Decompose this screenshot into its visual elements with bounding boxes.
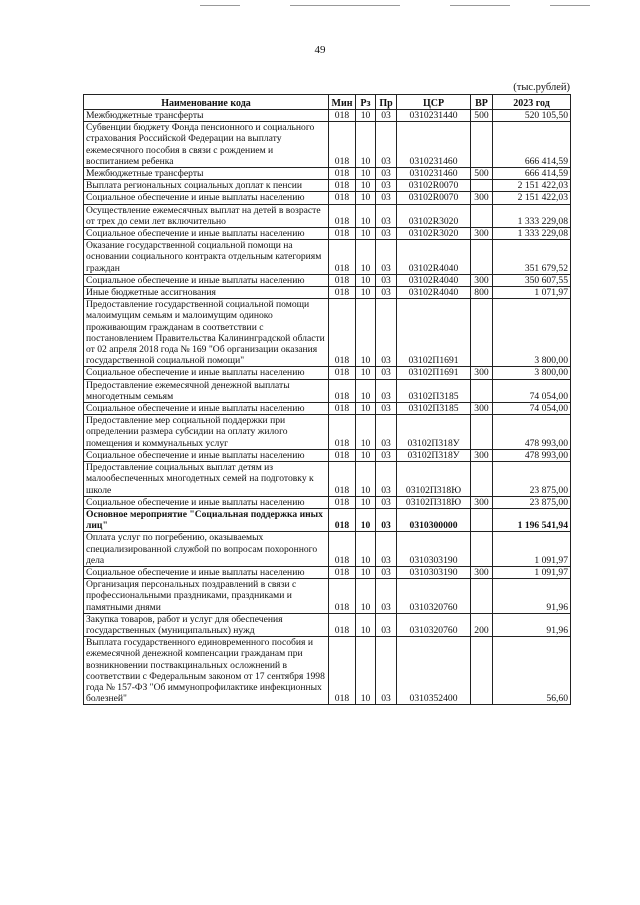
table-row (84, 110, 571, 122)
cell-csr: 03102П318У (397, 449, 471, 461)
cell-min: 018 (329, 204, 356, 227)
cell-pr: 03 (376, 168, 397, 180)
cell-rz: 10 (356, 508, 376, 531)
table-row (84, 122, 571, 168)
cell-vr: 300 (471, 228, 493, 240)
cell-name: Субвенции бюджету Фонда пенсионного и социального страхования Российской Федерации на выплату ежемесячного пособия в связи с рождением и воспитанием ребенка (84, 122, 329, 168)
cell-pr: 03 (376, 228, 397, 240)
cell-amount: 666 414,59 (493, 168, 571, 180)
cell-vr (471, 508, 493, 531)
cell-rz: 10 (356, 637, 376, 705)
cell-csr: 0310303190 (397, 566, 471, 578)
table-row (84, 192, 571, 204)
cell-amount: 74 054,00 (493, 379, 571, 402)
cell-amount: 3 800,00 (493, 367, 571, 379)
cell-name: Закупка товаров, работ и услуг для обеспечения государственных (муниципальных) нужд (84, 613, 329, 636)
cell-rz: 10 (356, 240, 376, 275)
cell-min: 018 (329, 415, 356, 450)
cell-csr: 0310231460 (397, 168, 471, 180)
cell-pr: 03 (376, 299, 397, 367)
cell-pr: 03 (376, 532, 397, 567)
cell-pr: 03 (376, 240, 397, 275)
cell-min: 018 (329, 110, 356, 122)
cell-rz: 10 (356, 462, 376, 497)
table-header-row (84, 95, 571, 110)
scan-edge-marks (0, 3, 640, 9)
cell-name: Предоставление мер социальной поддержки при определении размера субсидии на оплату жилого помещения и коммунальных услуг (84, 415, 329, 450)
cell-vr: 300 (471, 367, 493, 379)
cell-name: Оплата услуг по погребению, оказываемых специализированной службой по вопросам похоронного дела (84, 532, 329, 567)
cell-vr (471, 637, 493, 705)
cell-csr: 0310320760 (397, 579, 471, 614)
cell-rz: 10 (356, 122, 376, 168)
cell-name: Предоставление государственной социальной помощи малоимущим семьям и малоимущим одиноко проживающим гражданам в соответствии с постановлением Правительства Калининградской области от 02 апреля 2018 года № 169 "Об организации оказания государственной социальной помощи" (84, 299, 329, 367)
cell-min: 018 (329, 192, 356, 204)
table-row (84, 449, 571, 461)
cell-amount: 23 875,00 (493, 496, 571, 508)
cell-amount: 1 333 229,08 (493, 228, 571, 240)
cell-name: Социальное обеспечение и иные выплаты населению (84, 274, 329, 286)
cell-csr: 0310352400 (397, 637, 471, 705)
cell-csr: 03102П3185 (397, 403, 471, 415)
table-row (84, 496, 571, 508)
cell-vr (471, 579, 493, 614)
cell-amount: 3 800,00 (493, 299, 571, 367)
cell-rz: 10 (356, 180, 376, 192)
table-row (84, 532, 571, 567)
cell-name: Оказание государственной социальной помощи на основании социального контракта отдельным категориям граждан (84, 240, 329, 275)
cell-csr: 03102R0070 (397, 192, 471, 204)
table-row (84, 415, 571, 450)
cell-vr (471, 122, 493, 168)
cell-name: Социальное обеспечение и иные выплаты населению (84, 192, 329, 204)
cell-rz: 10 (356, 299, 376, 367)
cell-csr: 03102П3185 (397, 379, 471, 402)
cell-csr: 03102П1691 (397, 367, 471, 379)
cell-name: Предоставление социальных выплат детям из малообеспеченных многодетных семей на подготовку к школе (84, 462, 329, 497)
cell-vr: 300 (471, 192, 493, 204)
cell-min: 018 (329, 532, 356, 567)
cell-csr: 0310320760 (397, 613, 471, 636)
cell-rz: 10 (356, 287, 376, 299)
cell-rz: 10 (356, 274, 376, 286)
cell-vr: 500 (471, 110, 493, 122)
cell-rz: 10 (356, 532, 376, 567)
table-row (84, 637, 571, 705)
cell-amount: 2 151 422,03 (493, 180, 571, 192)
table-row (84, 579, 571, 614)
cell-name: Социальное обеспечение и иные выплаты населению (84, 566, 329, 578)
cell-name: Выплата региональных социальных доплат к пенсии (84, 180, 329, 192)
table-row (84, 379, 571, 402)
cell-rz: 10 (356, 449, 376, 461)
cell-vr (471, 415, 493, 450)
table-row (84, 180, 571, 192)
cell-rz: 10 (356, 168, 376, 180)
cell-min: 018 (329, 508, 356, 531)
cell-pr: 03 (376, 462, 397, 497)
cell-rz: 10 (356, 403, 376, 415)
cell-vr: 500 (471, 168, 493, 180)
cell-csr: 03102П1691 (397, 299, 471, 367)
cell-min: 018 (329, 379, 356, 402)
cell-rz: 10 (356, 566, 376, 578)
cell-vr: 300 (471, 566, 493, 578)
page-number: 49 (314, 44, 326, 56)
cell-amount: 478 993,00 (493, 415, 571, 450)
header-min: Мин (329, 95, 356, 110)
cell-vr (471, 299, 493, 367)
cell-csr: 0310300000 (397, 508, 471, 531)
cell-pr: 03 (376, 449, 397, 461)
table-row (84, 228, 571, 240)
cell-vr: 200 (471, 613, 493, 636)
cell-pr: 03 (376, 110, 397, 122)
cell-rz: 10 (356, 367, 376, 379)
budget-table (83, 94, 571, 705)
cell-pr: 03 (376, 204, 397, 227)
table-row (84, 274, 571, 286)
cell-pr: 03 (376, 122, 397, 168)
cell-amount: 1 196 541,94 (493, 508, 571, 531)
cell-name: Осуществление ежемесячных выплат на детей в возрасте от трех до семи лет включительно (84, 204, 329, 227)
cell-amount: 1 091,97 (493, 566, 571, 578)
cell-rz: 10 (356, 613, 376, 636)
cell-vr (471, 462, 493, 497)
table-body (84, 110, 571, 705)
cell-min: 018 (329, 122, 356, 168)
cell-amount: 351 679,52 (493, 240, 571, 275)
cell-amount: 1 333 229,08 (493, 204, 571, 227)
cell-vr (471, 532, 493, 567)
cell-name: Социальное обеспечение и иные выплаты населению (84, 228, 329, 240)
cell-rz: 10 (356, 579, 376, 614)
cell-min: 018 (329, 287, 356, 299)
cell-pr: 03 (376, 496, 397, 508)
cell-pr: 03 (376, 508, 397, 531)
cell-name: Иные бюджетные ассигнования (84, 287, 329, 299)
cell-min: 018 (329, 637, 356, 705)
cell-name: Межбюджетные трансферты (84, 168, 329, 180)
cell-amount: 74 054,00 (493, 403, 571, 415)
cell-min: 018 (329, 240, 356, 275)
cell-csr: 03102П318У (397, 415, 471, 450)
cell-pr: 03 (376, 613, 397, 636)
cell-name: Социальное обеспечение и иные выплаты населению (84, 403, 329, 415)
cell-amount: 666 414,59 (493, 122, 571, 168)
cell-pr: 03 (376, 192, 397, 204)
cell-pr: 03 (376, 579, 397, 614)
header-csr: ЦСР (397, 95, 471, 110)
cell-name: Социальное обеспечение и иные выплаты населению (84, 367, 329, 379)
cell-amount: 1 071,97 (493, 287, 571, 299)
cell-amount: 2 151 422,03 (493, 192, 571, 204)
cell-pr: 03 (376, 180, 397, 192)
cell-pr: 03 (376, 637, 397, 705)
cell-min: 018 (329, 367, 356, 379)
table-row (84, 204, 571, 227)
cell-rz: 10 (356, 415, 376, 450)
cell-min: 018 (329, 403, 356, 415)
cell-rz: 10 (356, 192, 376, 204)
cell-vr (471, 204, 493, 227)
table-row (84, 367, 571, 379)
cell-csr: 03102П318Ю (397, 462, 471, 497)
cell-csr: 0310303190 (397, 532, 471, 567)
cell-csr: 03102П318Ю (397, 496, 471, 508)
cell-amount: 1 091,97 (493, 532, 571, 567)
cell-min: 018 (329, 496, 356, 508)
cell-rz: 10 (356, 204, 376, 227)
cell-vr (471, 180, 493, 192)
table-row (84, 566, 571, 578)
cell-pr: 03 (376, 379, 397, 402)
cell-pr: 03 (376, 287, 397, 299)
cell-name: Социальное обеспечение и иные выплаты населению (84, 496, 329, 508)
cell-amount: 520 105,50 (493, 110, 571, 122)
cell-pr: 03 (376, 415, 397, 450)
cell-amount: 91,96 (493, 579, 571, 614)
cell-csr: 03102R4040 (397, 240, 471, 275)
cell-pr: 03 (376, 274, 397, 286)
cell-name: Организация персональных поздравлений в связи с профессиональными праздниками, праздниками и памятными днями (84, 579, 329, 614)
table-row (84, 613, 571, 636)
cell-min: 018 (329, 180, 356, 192)
cell-csr: 0310231460 (397, 122, 471, 168)
cell-rz: 10 (356, 496, 376, 508)
table-row (84, 462, 571, 497)
cell-pr: 03 (376, 566, 397, 578)
cell-min: 018 (329, 613, 356, 636)
cell-vr: 300 (471, 274, 493, 286)
cell-amount: 91,96 (493, 613, 571, 636)
table-row (84, 403, 571, 415)
cell-rz: 10 (356, 110, 376, 122)
cell-min: 018 (329, 168, 356, 180)
table-row (84, 240, 571, 275)
table-row (84, 508, 571, 531)
cell-vr: 800 (471, 287, 493, 299)
cell-name: Предоставление ежемесячной денежной выплаты многодетным семьям (84, 379, 329, 402)
header-pr: Пр (376, 95, 397, 110)
cell-min: 018 (329, 449, 356, 461)
cell-csr: 03102R4040 (397, 274, 471, 286)
cell-csr: 03102R3020 (397, 204, 471, 227)
cell-name: Межбюджетные трансферты (84, 110, 329, 122)
cell-min: 018 (329, 299, 356, 367)
cell-csr: 03102R3020 (397, 228, 471, 240)
header-rz: Рз (356, 95, 376, 110)
cell-min: 018 (329, 579, 356, 614)
cell-vr (471, 240, 493, 275)
cell-min: 018 (329, 274, 356, 286)
cell-name: Выплата государственного единовременного пособия и ежемесячной денежной компенсации гражданам при возникновении поствакцинальных осложнений в соответствии с Федеральным законом от 17 сентября 1998 года № 157-ФЗ "Об иммунопрофилактике инфекционных болезней" (84, 637, 329, 705)
cell-vr: 300 (471, 449, 493, 461)
cell-vr (471, 379, 493, 402)
cell-min: 018 (329, 566, 356, 578)
header-vr: ВР (471, 95, 493, 110)
cell-amount: 478 993,00 (493, 449, 571, 461)
cell-amount: 56,60 (493, 637, 571, 705)
cell-vr: 300 (471, 403, 493, 415)
header-name: Наименование кода (84, 95, 329, 110)
cell-min: 018 (329, 462, 356, 497)
units-label: (тыс.рублей) (513, 82, 570, 93)
header-year: 2023 год (493, 95, 571, 110)
cell-name: Основное мероприятие "Социальная поддержка иных лиц" (84, 508, 329, 531)
cell-pr: 03 (376, 403, 397, 415)
table-row (84, 287, 571, 299)
cell-vr: 300 (471, 496, 493, 508)
cell-rz: 10 (356, 379, 376, 402)
cell-amount: 350 607,55 (493, 274, 571, 286)
cell-csr: 0310231440 (397, 110, 471, 122)
cell-csr: 03102R4040 (397, 287, 471, 299)
cell-pr: 03 (376, 367, 397, 379)
cell-name: Социальное обеспечение и иные выплаты населению (84, 449, 329, 461)
table-row (84, 168, 571, 180)
cell-csr: 03102R0070 (397, 180, 471, 192)
cell-rz: 10 (356, 228, 376, 240)
cell-min: 018 (329, 228, 356, 240)
cell-amount: 23 875,00 (493, 462, 571, 497)
table-row (84, 299, 571, 367)
